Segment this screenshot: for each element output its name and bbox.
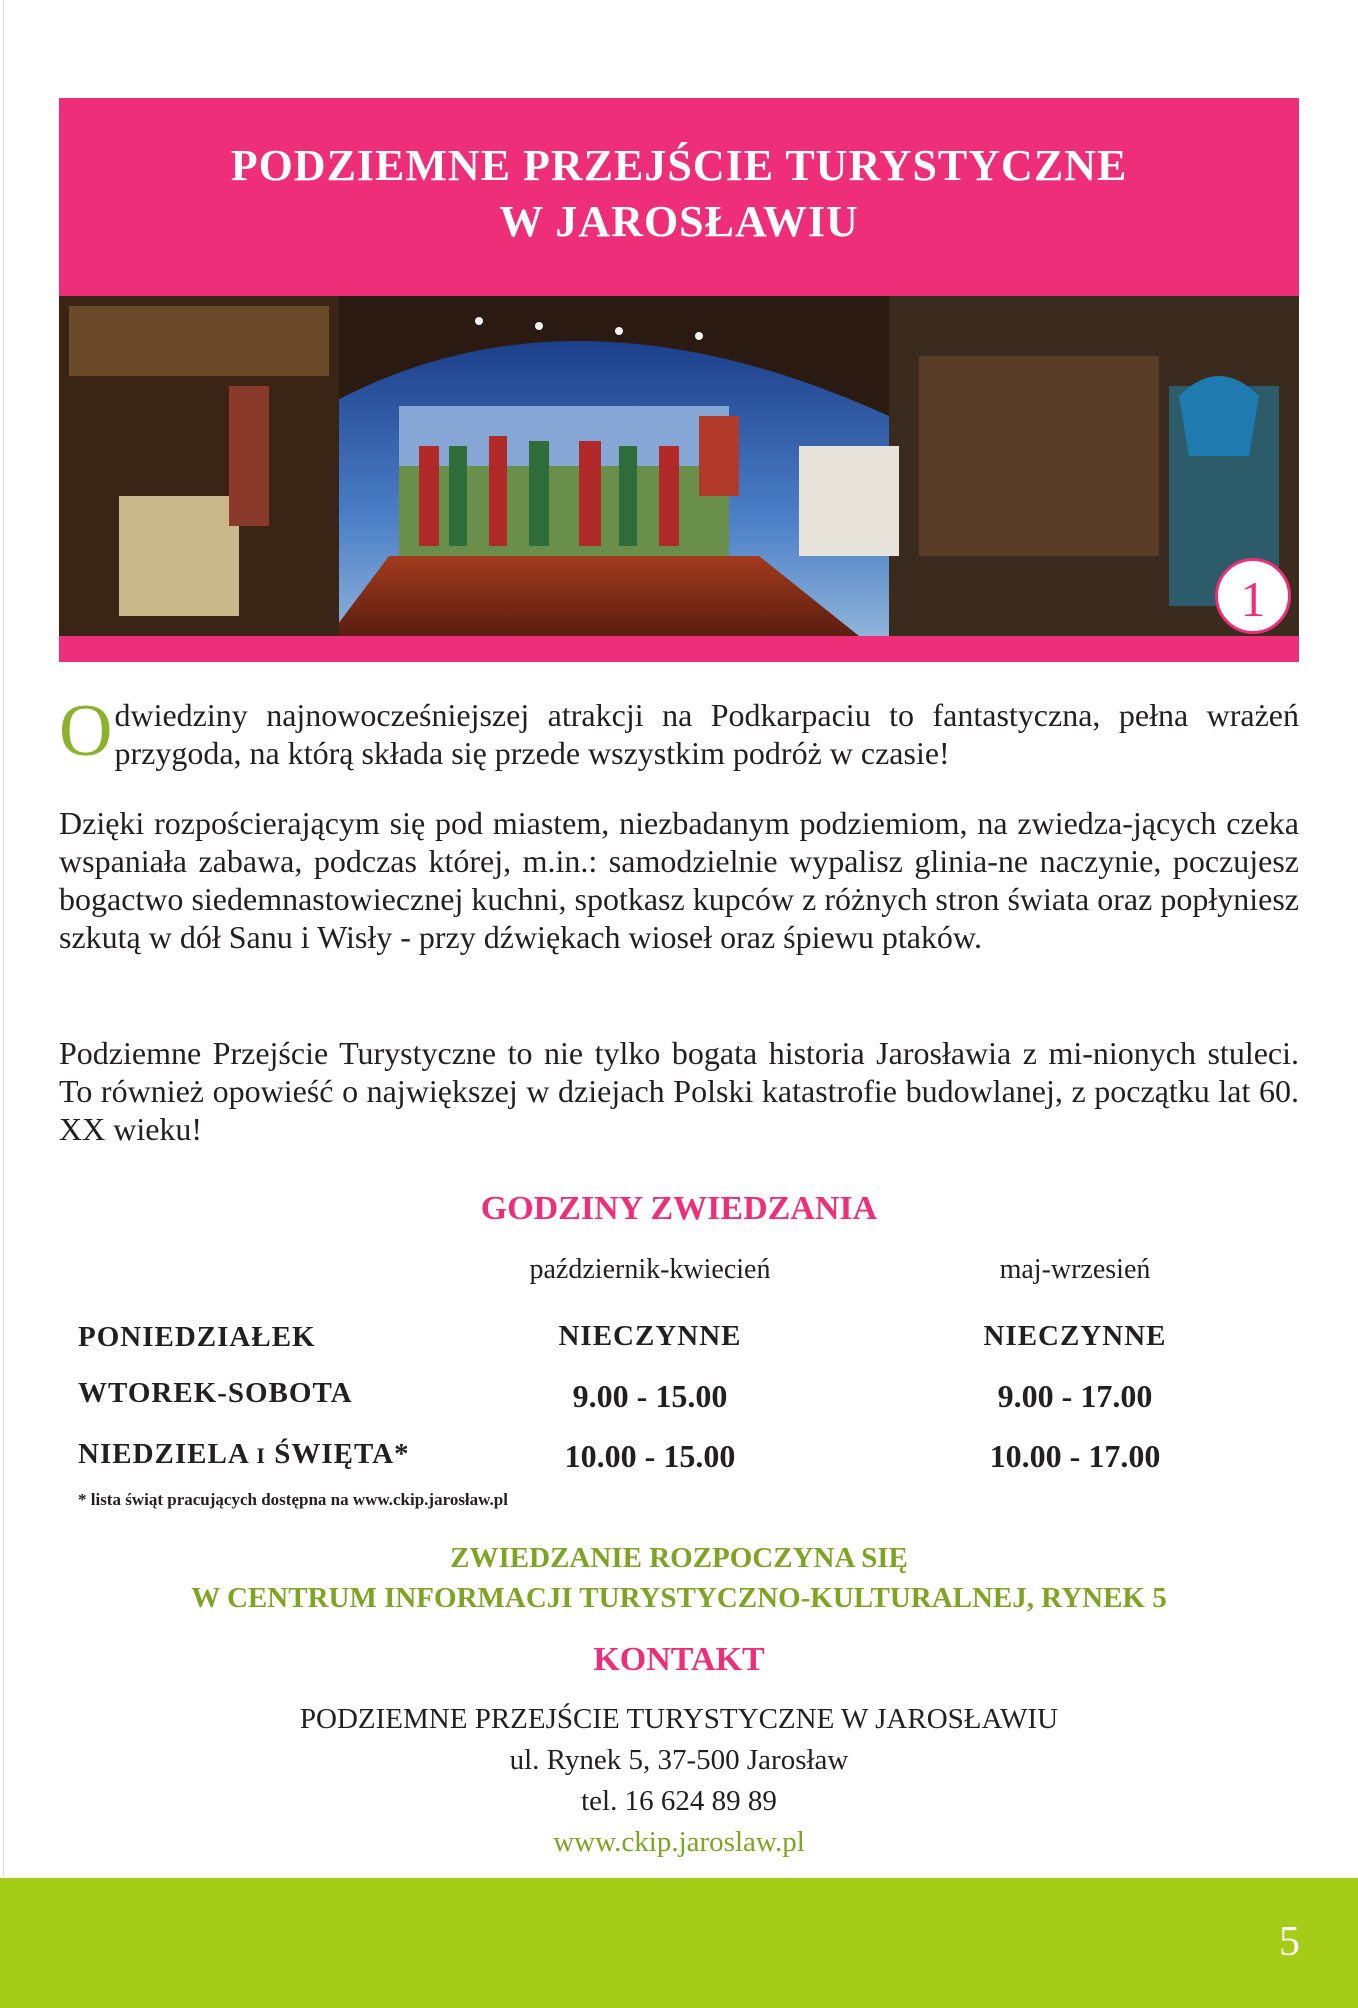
contact-phone: tel. 16 624 89 89	[581, 1785, 777, 1817]
contact-website-link[interactable]: www.ckip.jaroslaw.pl	[553, 1826, 805, 1858]
museum-interior-photo	[59, 296, 1299, 636]
hours-row-label-monday: PONIEDZIAŁEK	[78, 1321, 316, 1353]
drop-cap: O	[59, 690, 113, 772]
photo-frame	[59, 296, 1299, 662]
hours-column-winter: październik-kwiecień	[529, 1254, 771, 1285]
tour-start-line-2: W CENTRUM INFORMACJI TURYSTYCZNO-KULTURALNEJ, RYNEK 5	[191, 1582, 1167, 1614]
intro-paragraph-2: Dzięki rozpościerającym się pod miastem, niezbadanym podziemiom, na zwiedza-jących czeka wspaniała zabawa, podczas której, m.in.: samodzielnie wypalisz glinia-ne naczynie, poczujesz bogactwo siedemnastowiecznej kuchni, spotkasz kupców z różnych stron świata oraz popłyniesz szkutą w dół Sanu i Wisły - przy dźwiękach wioseł oraz śpiewu ptaków.	[59, 805, 1299, 955]
intro-paragraph-3: Podziemne Przejście Turystyczne to nie tylko bogata historia Jarosławia z mi-nionych stuleci. To również opowieść o największej w dziejach Polski katastrofie budowlanej, z początku lat 60. XX wieku!	[59, 1035, 1299, 1147]
title-line-2: W JAROSŁAWIU	[499, 197, 859, 246]
hours-monday-summer: NIECZYNNE	[983, 1320, 1167, 1352]
hours-tue-sat-winter: 9.00 - 15.00	[572, 1378, 728, 1414]
hours-row-label-sunday	[78, 1438, 410, 1471]
sunday-label-c: ŚWIĘTA*	[274, 1438, 410, 1470]
page-title	[59, 98, 1299, 250]
hours-tue-sat-summer: 9.00 - 17.00	[997, 1378, 1153, 1414]
hours-sunday-summer: 10.00 - 17.00	[989, 1438, 1161, 1474]
contact-address: ul. Rynek 5, 37-500 Jarosław	[509, 1744, 849, 1776]
title-line-1: PODZIEMNE PRZEJŚCIE TURYSTYCZNE	[230, 141, 1128, 190]
contact-title: KONTAKT	[593, 1641, 765, 1678]
intro-paragraph-1	[59, 690, 1299, 772]
hours-monday-winter: NIECZYNNE	[558, 1320, 742, 1352]
hours-column-summer: maj-wrzesień	[999, 1254, 1151, 1285]
intro-paragraph-1-text: dwiedziny najnowocześniejszej atrakcji na Podkarpaciu to fantastyczna, pełna wrażeń przygoda, na którą składa się przede wszystkim podróż w czasie!	[114, 697, 1299, 771]
contact-name: PODZIEMNE PRZEJŚCIE TURYSTYCZNE W JAROSŁAWIU	[299, 1703, 1059, 1735]
hours-row-label-tue-sat: WTOREK-SOBOTA	[78, 1377, 353, 1409]
photo-illustration	[59, 296, 1299, 636]
number-badge: 1	[1215, 558, 1291, 634]
tour-start-line-1: ZWIEDZANIE ROZPOCZYNA SIĘ	[450, 1542, 908, 1574]
footer-band	[0, 1878, 1358, 2008]
tour-start-note	[0, 1538, 1358, 1618]
sunday-label-b: I	[256, 1443, 266, 1468]
header-band	[59, 98, 1299, 296]
sunday-label-a: NIEDZIELA	[78, 1438, 249, 1470]
page-number: 5	[1279, 1919, 1300, 1965]
holidays-footnote: * lista świąt pracujących dostępna na www.ckip.jarosław.pl	[78, 1490, 508, 1509]
hours-title: GODZINY ZWIEDZANIA	[480, 1190, 878, 1227]
hours-sunday-winter: 10.00 - 15.00	[564, 1438, 736, 1474]
